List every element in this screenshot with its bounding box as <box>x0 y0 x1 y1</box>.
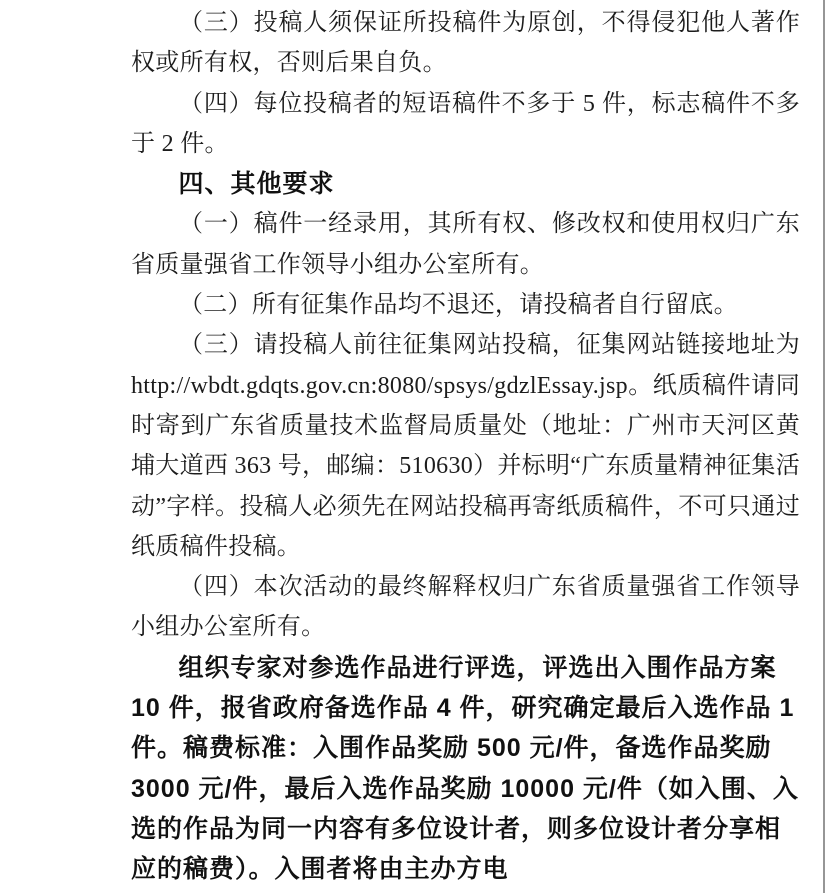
heading-section5-fee-standard: 组织专家对参选作品进行评选，评选出入围作品方案 10 件，报省政府备选作品 4 件，研究确定最后入选作品 1 件。稿费标准：入围作品奖励 500 元/件，备选作品奖励 3000 元/件，最后入选作品奖励 10000 元/件（如入围、入选的作品为同一内容有多位设计者，则多位设计者分享相应的稿费）。入围者将由主办方电 <box>131 653 799 884</box>
para-submission-limits: （四）每位投稿者的短语稿件不多于 5 件，标志稿件不多于 2 件。 <box>131 90 800 157</box>
scan-edge-line <box>823 0 825 893</box>
para-originality-guarantee: （三）投稿人须保证所投稿件为原创，不得侵犯他人著作权或所有权，否则后果自负。 <box>131 10 800 77</box>
document-body <box>131 3 800 890</box>
para-sec4-submission-website: （三）请投稿人前往征集网站投稿，征集网站链接地址为 http://wbdt.gdqts.gov.cn:8080/spsys/gdzlEssay.jsp。纸质稿件请同时寄到广东省质量技术监督局质量处（地址：广州市天河区黄埔大道西 363 号，邮编：510630）并标明“广东质量精神征集活动”字样。投稿人必须先在网站投稿再寄纸质稿件，不可只通过纸质稿件投稿。 <box>131 332 800 560</box>
para-sec4-rights-ownership: （一）稿件一经录用，其所有权、修改权和使用权归广东省质量强省工作领导小组办公室所有。 <box>131 211 800 278</box>
para-sec4-no-return: （二）所有征集作品均不退还，请投稿者自行留底。 <box>179 292 738 319</box>
heading-section4-other-requirements: 四、其他要求 <box>178 170 335 199</box>
para-sec4-final-interpretation: （四）本次活动的最终解释权归广东省质量强省工作领导小组办公室所有。 <box>131 574 800 641</box>
